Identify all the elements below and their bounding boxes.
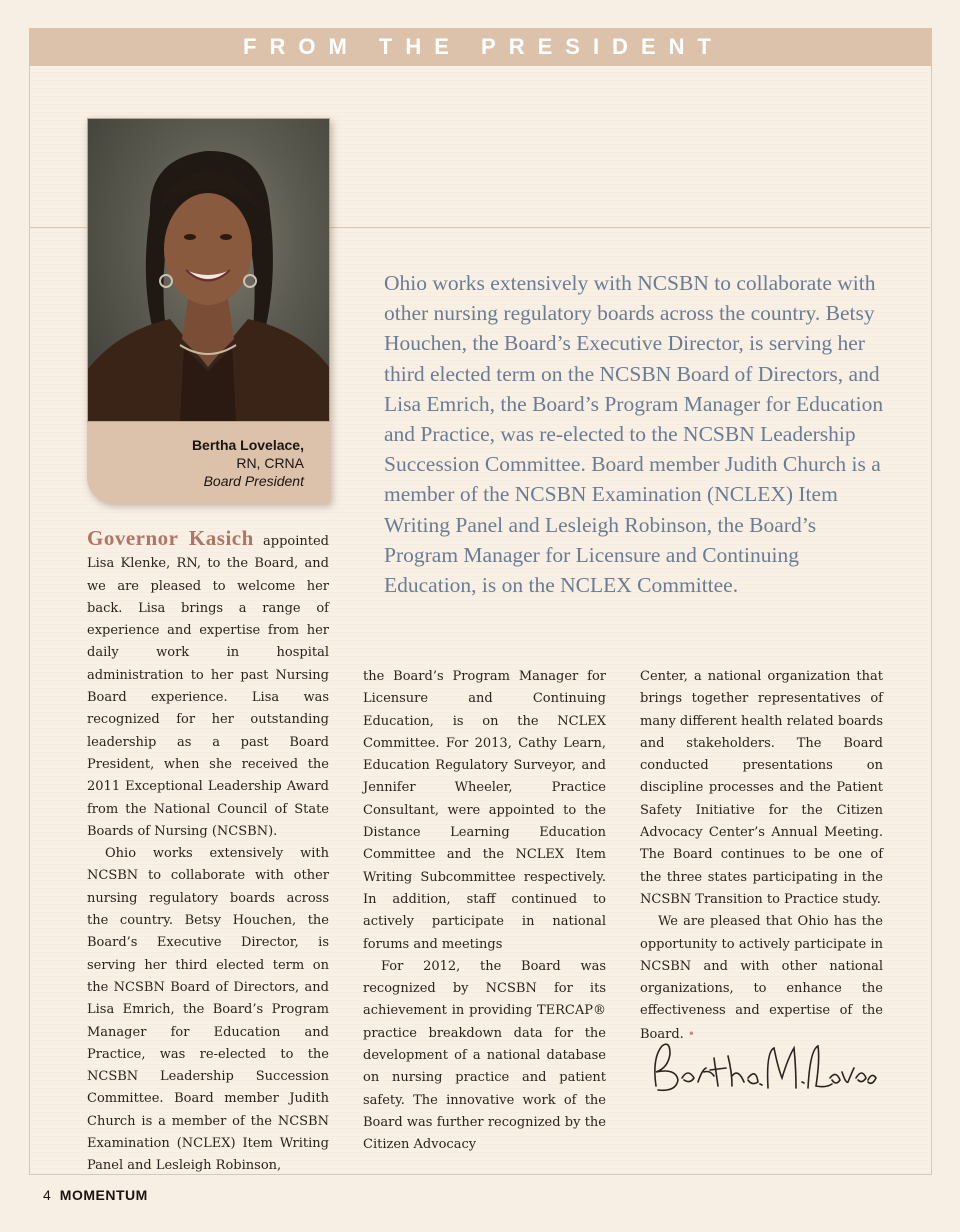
page-number: 4 <box>43 1187 51 1203</box>
president-signature <box>648 1038 878 1098</box>
pull-quote: Ohio works extensively with NCSBN to collaborate with other nursing regulatory boards across the country. Betsy Houchen, the Board’s Executive Director, is serving her third elected term on the NCSBN Board of Directors, and Lisa Emrich, the Board’s Program Manager for Education and Practice, was re-elected to the NCSBN Leadership Succession Committee. Board member Judith Church is a member of the NCSBN Examination (NCLEX) Item Writing Panel and Lesleigh Robinson, the Board’s Program Manager for Licensure and Continuing Education, is on the NCLEX Committee. <box>384 271 884 598</box>
paragraph-2-continued: the Board’s Program Manager for Licensure and Continuing Education, is on the NCLEX Committee. For 2013, Cathy Learn, Education Regulatory Surveyor, and Jennifer Wheeler, Practice Consultant, were appointed to the Distance Learning Education Committee and the NCLEX Item Writing Subcommittee respectively. In addition, staff continued to actively participate in national forums and meetings <box>363 669 606 952</box>
caption-name: Bertha Lovelace, <box>191 437 304 453</box>
photo-caption <box>192 436 304 490</box>
president-portrait <box>87 118 330 422</box>
article-column-2 <box>363 666 606 1157</box>
portrait-illustration <box>88 119 329 421</box>
divider-rule-right <box>329 227 930 228</box>
end-mark: • <box>687 1026 695 1041</box>
caption-credentials: RN, CRNA <box>236 455 304 471</box>
article-column-1 <box>87 527 329 1178</box>
caption-title: Board President <box>203 473 304 489</box>
paragraph-3-continued: Center, a national organization that brings together representatives of many different health related boards and stakeholders. The Board conducted presentations on discipline processes and the Patient Safety Initiative for the Citizen Advocacy Center’s Annual Meeting. The Board continues to be one of the three states participating in the NCSBN Transition to Practice study. <box>640 669 883 907</box>
lead-words: Governor Kasich <box>87 526 254 550</box>
paragraph-2: Ohio works extensively with NCSBN to collaborate with other nursing regulatory boards across the country. Betsy Houchen, the Board’s Executive Director, is serving her third elected term on the NCSBN Board of Directors, and Lisa Emrich, the Board’s Program Manager for Education and Practice, was re-elected to the NCSBN Leadership Succession Committee. Board member Judith Church is a member of the NCSBN Examination (NCLEX) Item Writing Panel and Lesleigh Robinson, <box>87 846 329 1174</box>
divider-rule-left <box>29 227 89 228</box>
paragraph-3: For 2012, the Board was recognized by NCSBN for its achievement in providing TERCAP® practice breakdown data for the development of a national database on nursing practice and patient safety. The innovative work of the Board was further recognized by the Citizen Advocacy <box>363 958 606 1153</box>
paragraph-1: appointed Lisa Klenke, RN, to the Board, and we are pleased to welcome her back. Lisa brings a range of experience and expertise from her daily work in hospital administration to her past Nursing Board experience. Lisa was recognized for her outstanding leadership as a past Board President, when she received the 2011 Exceptional Leadership Award from the National Council of State Boards of Nursing (NCSBN). <box>87 534 329 839</box>
page-footer <box>43 1187 148 1203</box>
publication-name: MOMENTUM <box>59 1187 148 1203</box>
president-photo-card <box>87 118 330 503</box>
section-header: FROM THE PRESIDENT <box>29 28 932 66</box>
signature-drawing <box>648 1038 878 1098</box>
article-column-3 <box>640 666 883 1046</box>
paragraph-4: We are pleased that Ohio has the opportunity to actively participate in NCSBN and with other national organizations, to enhance the effectiveness and expertise of the Board. <box>640 914 883 1042</box>
